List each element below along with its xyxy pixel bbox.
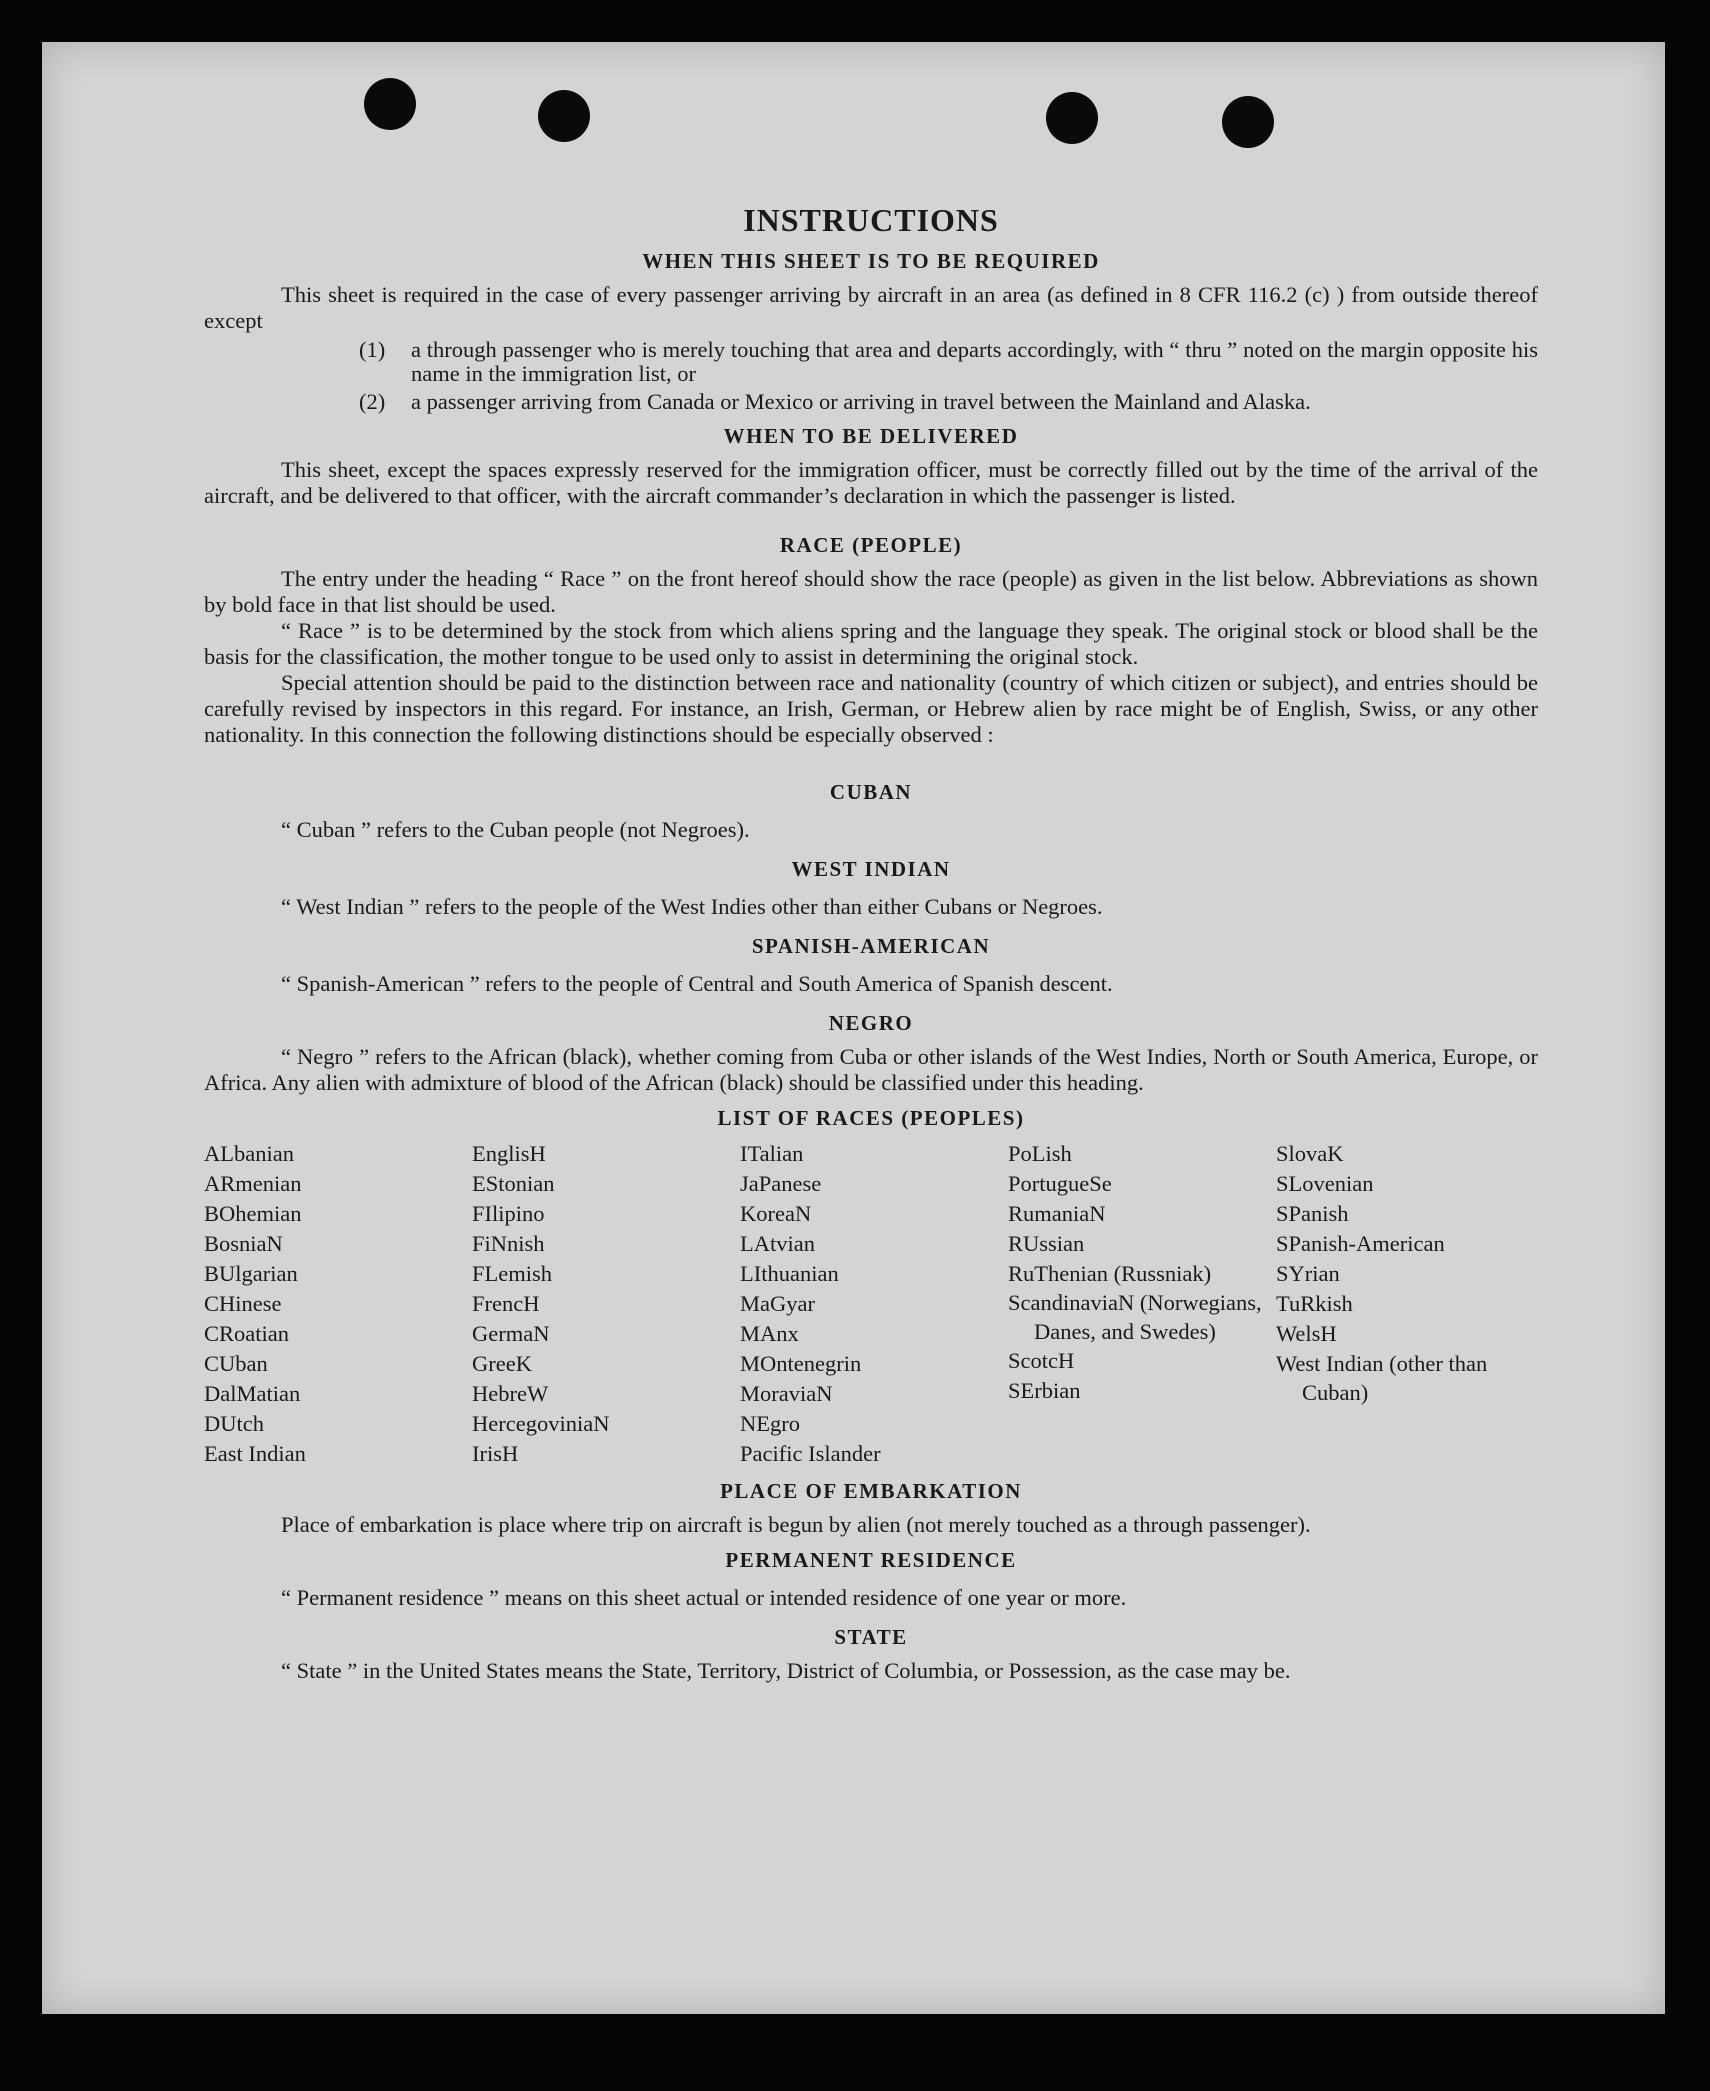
west-indian-text: “ West Indian ” refers to the people of the West Indies other than either Cubans or Negroes. xyxy=(281,894,1103,919)
race-entry: RumaniaN xyxy=(1008,1201,1106,1226)
races-column xyxy=(204,1139,472,1469)
race-entry: SYrian xyxy=(1276,1261,1340,1286)
race-entry: RUssian xyxy=(1008,1231,1085,1256)
race-entry: ARmenian xyxy=(204,1171,302,1196)
race-entry: JaPanese xyxy=(740,1171,822,1196)
race-entry: FIlipino xyxy=(472,1201,545,1226)
embarkation-text: Place of embarkation is place where trip on aircraft is begun by alien (not merely touched as a through passenger). xyxy=(281,1512,1311,1537)
item-text: a passenger arriving from Canada or Mexico or arriving in travel between the Mainland and Alaska. xyxy=(411,389,1311,414)
when-required-intro: This sheet is required in the case of every passenger arriving by aircraft in an area (as defined in 8 CFR 116.2 (c) ) from outside thereof except xyxy=(204,282,1538,333)
race-entry: SPanish xyxy=(1276,1201,1349,1226)
punch-hole xyxy=(1222,96,1274,148)
race-entry: ALbanian xyxy=(204,1141,294,1166)
race-entry: SlovaK xyxy=(1276,1141,1344,1166)
race-entry: ScandinaviaN (Norwegians, Danes, and Swedes) xyxy=(1008,1290,1262,1344)
race-entry: LIthuanian xyxy=(740,1261,839,1286)
race-entry: BosniaN xyxy=(204,1231,283,1256)
races-column xyxy=(1276,1139,1544,1469)
page-title: INSTRUCTIONS xyxy=(743,202,999,238)
race-entry: BOhemian xyxy=(204,1201,302,1226)
race-entry: MOntenegrin xyxy=(740,1351,862,1376)
section-heading-when-delivered: WHEN TO BE DELIVERED xyxy=(723,424,1019,448)
race-entry: IrisH xyxy=(472,1441,519,1466)
race-entry: FLemish xyxy=(472,1261,553,1286)
race-entry: CUban xyxy=(204,1351,268,1376)
race-paragraph-1: The entry under the heading “ Race ” on the front hereof should show the race (people) as given in the list below. Abbreviations as shown by bold face in that list should be used. xyxy=(204,566,1538,617)
race-entry: CRoatian xyxy=(204,1321,289,1346)
race-entry: BUlgarian xyxy=(204,1261,298,1286)
race-entry: NEgro xyxy=(740,1411,800,1436)
list-item xyxy=(359,390,1538,414)
section-heading-negro: NEGRO xyxy=(828,1011,914,1035)
punch-hole xyxy=(538,90,590,142)
race-entry: SErbian xyxy=(1008,1378,1081,1403)
race-entry: SLovenian xyxy=(1276,1171,1374,1196)
race-entry: SPanish-American xyxy=(1276,1231,1445,1256)
race-entry: MoraviaN xyxy=(740,1381,833,1406)
item-text: a through passenger who is merely touching that area and departs accordingly, with “ thru ” noted on the margin opposite his name in the immigration list, or xyxy=(411,337,1538,386)
race-entry: TuRkish xyxy=(1276,1291,1353,1316)
race-entry: EnglisH xyxy=(472,1141,546,1166)
race-entry: DalMatian xyxy=(204,1381,301,1406)
document-sheet xyxy=(42,42,1665,2014)
race-paragraph-3: Special attention should be paid to the distinction between race and nationality (country of which citizen or subject), and entries should be carefully revised by inspectors in this regard. For instance, an Irish, German, or Hebrew alien by race might be of English, Swiss, or any other nationality. In this connection the following distinctions should be especially observed : xyxy=(204,670,1538,747)
section-heading-state: STATE xyxy=(834,1625,908,1649)
race-entry: LAtvian xyxy=(740,1231,815,1256)
section-heading-race: RACE (PEOPLE) xyxy=(779,533,963,557)
negro-text: “ Negro ” refers to the African (black), whether coming from Cuba or other islands of the West Indies, North or South America, Europe, or Africa. Any alien with admixture of blood of the African (black) should be classified under this heading. xyxy=(204,1044,1538,1095)
section-heading-cuban: CUBAN xyxy=(829,780,913,804)
when-delivered-text: This sheet, except the spaces expressly reserved for the immigration officer, must be correctly filled out by the time of the arrival of the aircraft, and be delivered to that officer, with the aircraft commander’s declaration in which the passenger is listed. xyxy=(204,457,1538,508)
item-number: (1) xyxy=(359,337,386,362)
race-entry: Pacific Islander xyxy=(740,1441,881,1466)
state-text: “ State ” in the United States means the State, Territory, District of Columbia, or Possession, as the case may be. xyxy=(281,1658,1291,1683)
punch-hole xyxy=(364,78,416,130)
section-heading-embarkation: PLACE OF EMBARKATION xyxy=(720,1479,1022,1503)
race-entry: HebreW xyxy=(472,1381,549,1406)
race-entry: CHinese xyxy=(204,1291,282,1316)
section-heading-races-list: LIST OF RACES (PEOPLES) xyxy=(717,1106,1025,1130)
race-entry: MaGyar xyxy=(740,1291,815,1316)
race-entry: DUtch xyxy=(204,1411,264,1436)
race-entry: ScotcH xyxy=(1008,1348,1075,1373)
race-entry: MAnx xyxy=(740,1321,799,1346)
residence-text: “ Permanent residence ” means on this sheet actual or intended residence of one year or more. xyxy=(281,1585,1127,1610)
section-heading-when-required: WHEN THIS SHEET IS TO BE REQUIRED xyxy=(642,249,1100,273)
race-entry: FrencH xyxy=(472,1291,540,1316)
race-entry: GreeK xyxy=(472,1351,532,1376)
race-entry: HercegoviniaN xyxy=(472,1411,610,1436)
section-heading-spanish-american: SPANISH-AMERICAN xyxy=(751,934,991,958)
race-entry: WelsH xyxy=(1276,1321,1337,1346)
section-heading-west-indian: WEST INDIAN xyxy=(791,857,951,881)
race-entry: West Indian (other than Cuban) xyxy=(1276,1351,1488,1405)
races-list xyxy=(204,1139,1538,1469)
race-entry: East Indian xyxy=(204,1441,306,1466)
punch-hole xyxy=(1046,92,1098,144)
list-item xyxy=(359,338,1538,386)
race-entry: PoLish xyxy=(1008,1141,1072,1166)
instructions-document xyxy=(204,202,1538,1684)
spanish-american-text: “ Spanish-American ” refers to the people of Central and South America of Spanish descent. xyxy=(281,971,1113,996)
section-heading-residence: PERMANENT RESIDENCE xyxy=(725,1548,1017,1572)
race-entry: GermaN xyxy=(472,1321,550,1346)
race-entry: KoreaN xyxy=(740,1201,812,1226)
races-column xyxy=(740,1139,1008,1469)
races-column xyxy=(1008,1139,1276,1469)
race-paragraph-2: “ Race ” is to be determined by the stock from which aliens spring and the language they speak. The original stock or blood shall be the basis for the classification, the mother tongue to be used only to assist in determining the original stock. xyxy=(204,618,1538,669)
race-entry: PortugueSe xyxy=(1008,1171,1112,1196)
race-entry: EStonian xyxy=(472,1171,555,1196)
races-column xyxy=(472,1139,740,1469)
item-number: (2) xyxy=(359,389,386,414)
race-entry: RuThenian (Russniak) xyxy=(1008,1261,1212,1286)
race-entry: ITalian xyxy=(740,1141,804,1166)
cuban-text: “ Cuban ” refers to the Cuban people (not Negroes). xyxy=(281,817,750,842)
race-entry: FiNnish xyxy=(472,1231,545,1256)
